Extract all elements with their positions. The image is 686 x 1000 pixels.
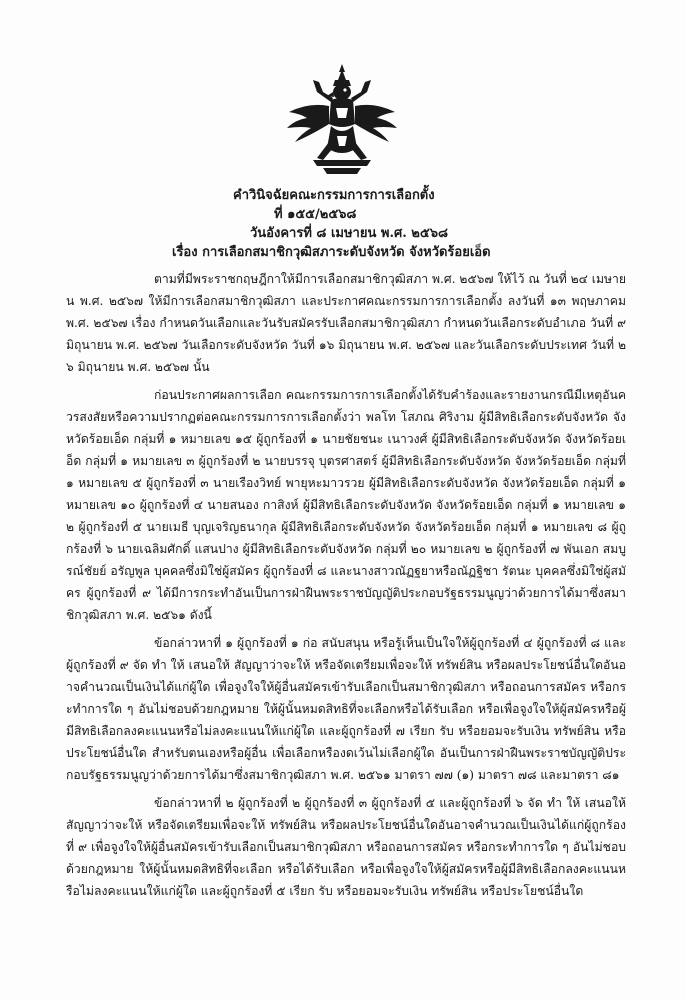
document-header — [0, 186, 686, 262]
paragraph-allegation-2: ข้อกล่าวหาที่ ๒ ผู้ถูกร้องที่ ๒ ผู้ถูกร้องที่ ๓ ผู้ถูกร้องที่ ๕ และผู้ถูกร้องที่ ๖ จัด ทำ ให้ เสนอให้ สัญญาว่าจะให้ หรือจัดเตรียมเพื่อจะให้ ทรัพย์สิน หรือผลประโยชน์อื่นใดอันอาจคำนวณเป็นเงินได้แก่ผู้ถูกร้องที่ ๙ เพื่อจูงใจให้ผู้อื่นสมัครเข้ารับเลือกเป็นสมาชิกวุฒิสภา หรือถอนการสมัคร หรือกระทำการใด ๆ อันไม่ชอบด้วยกฎหมาย ให้ผู้นั้นหมดสิทธิที่จะเลือก หรือได้รับเลือก หรือเพื่อจูงใจให้ผู้สมัครหรือผู้มีสิทธิเลือกลงคะแนนหรือไม่ลงคะแนนให้แก่ผู้ใด และผู้ถูกร้องที่ ๕ เรียก รับ หรือยอมจะรับเงิน ทรัพย์สิน หรือประโยชน์อื่นใด — [66, 796, 626, 898]
paragraph-background: ตามที่มีพระราชกฤษฎีกาให้มีการเลือกสมาชิกวุฒิสภา พ.ศ. ๒๕๖๗ ให้ไว้ ณ วันที่ ๒๔ เมษายน พ.ศ. ๒๕๖๗ ให้มีการเลือกสมาชิกวุฒิสภา และประกาศคณะกรรมการการเลือกตั้ง ลงวันที่ ๑๓ พฤษภาคม พ.ศ. ๒๕๖๗ เรื่อง กำหนดวันเลือกและวันรับสมัครรับเลือกสมาชิกวุฒิสภา กำหนดวันเลือกระดับอำเภอ วันที่ ๙ มิถุนายน พ.ศ. ๒๕๖๗ วันเลือกระดับจังหวัด วันที่ ๑๖ มิถุนายน พ.ศ. ๒๕๖๗ และวันเลือกระดับประเทศ วันที่ ๒๖ มิถุนายน พ.ศ. ๒๕๖๗ นั้น — [66, 272, 626, 374]
document-subject: เรื่อง การเลือกสมาชิกวุฒิสภาระดับจังหวัด จังหวัดร้อยเอ็ด — [172, 245, 491, 260]
paragraph-complaint: ก่อนประกาศผลการเลือก คณะกรรมการการเลือกตั้งได้รับคำร้องและรายงานกรณีมีเหตุอันควรสงสัยหรือความปรากฏต่อคณะกรรมการการเลือกตั้งว่า พลโท โสภณ ศิริงาม ผู้มีสิทธิเลือกระดับจังหวัด จังหวัดร้อยเอ็ด กลุ่มที่ ๑ หมายเลข ๑๕ ผู้ถูกร้องที่ ๑ นายชัยชนะ เนาวงศ์ ผู้มีสิทธิเลือกระดับจังหวัด จังหวัดร้อยเอ็ด กลุ่มที่ ๑ หมายเลข ๓ ผู้ถูกร้องที่ ๒ นายบรรจุ บุตรศาสตร์ ผู้มีสิทธิเลือกระดับจังหวัด จังหวัดร้อยเอ็ด กลุ่มที่ ๑ หมายเลข ๕ ผู้ถูกร้องที่ ๓ นายเรืองวิทย์ พายุหะมาวรวย ผู้มีสิทธิเลือกระดับจังหวัด จังหวัดร้อยเอ็ด กลุ่มที่ ๑ หมายเลข ๑๐ ผู้ถูกร้องที่ ๔ นายสนอง กาสิงห์ ผู้มีสิทธิเลือกระดับจังหวัด จังหวัดร้อยเอ็ด กลุ่มที่ ๑ หมายเลข ๑๒ ผู้ถูกร้องที่ ๕ นายเมธี บุญเจริญธนากุล ผู้มีสิทธิเลือกระดับจังหวัด จังหวัดร้อยเอ็ด กลุ่มที่ ๑ หมายเลข ๘ ผู้ถูกร้องที่ ๖ นายเฉลิมศักดิ์ แสนปาง ผู้มีสิทธิเลือกระดับจังหวัด กลุ่มที่ ๒๐ หมายเลข ๒ ผู้ถูกร้องที่ ๗ พันเอก สมบูรณ์ชัยย์ อรัญพูล บุคคลซึ่งมิใช่ผู้สมัคร ผู้ถูกร้องที่ ๘ และนางสาวณัฏฐยาหรือณัฏฐิชา รัตนะ บุคคลซึ่งมิใช่ผู้สมัคร ผู้ถูกร้องที่ ๙ ได้มีการกระทำอันเป็นการฝ่าฝืนพระราชบัญญัติประกอบรัฐธรรมนูญว่าด้วยการได้มาซึ่งสมาชิกวุฒิสภา พ.ศ. ๒๕๖๑ ดังนี้ — [66, 388, 626, 622]
document-number: ที่ ๑๕๕/๒๕๖๘ — [274, 207, 357, 222]
document-body — [66, 268, 626, 902]
document-title: คำวินิจฉัยคณะกรรมการการเลือกตั้ง — [233, 188, 435, 203]
garuda-emblem-icon — [283, 62, 401, 180]
document-date: วันอังคารที่ ๘ เมษายน พ.ศ. ๒๕๖๘ — [250, 226, 448, 241]
paragraph-allegation-1: ข้อกล่าวหาที่ ๑ ผู้ถูกร้องที่ ๑ ก่อ สนับสนุน หรือรู้เห็นเป็นใจให้ผู้ถูกร้องที่ ๔ ผู้ถูกร้องที่ ๘ และผู้ถูกร้องที่ ๙ จัด ทำ ให้ เสนอให้ สัญญาว่าจะให้ หรือจัดเตรียมเพื่อจะให้ ทรัพย์สิน หรือผลประโยชน์อื่นใดอันอาจคำนวณเป็นเงินได้แก่ผู้ใด เพื่อจูงใจให้ผู้อื่นสมัครเข้ารับเลือกเป็นสมาชิกวุฒิสภา หรือถอนการสมัคร หรือกระทำการใด ๆ อันไม่ชอบด้วยกฎหมาย ให้ผู้นั้นหมดสิทธิที่จะเลือกหรือได้รับเลือก หรือเพื่อจูงใจให้ผู้สมัครหรือผู้มีสิทธิเลือกลงคะแนนหรือไม่ลงคะแนนให้แก่ผู้ใด และผู้ถูกร้องที่ ๗ เรียก รับ หรือยอมจะรับเงิน ทรัพย์สิน หรือประโยชน์อื่นใด สำหรับตนเองหรือผู้อื่น เพื่อเลือกหรืองดเว้นไม่เลือกผู้ใด อันเป็นการฝ่าฝืนพระราชบัญญัติประกอบรัฐธรรมนูญว่าด้วยการได้มาซึ่งสมาชิกวุฒิสภา พ.ศ. ๒๕๖๑ มาตรา ๗๗ (๑) มาตรา ๗๘ และมาตรา ๘๑ — [66, 636, 626, 782]
